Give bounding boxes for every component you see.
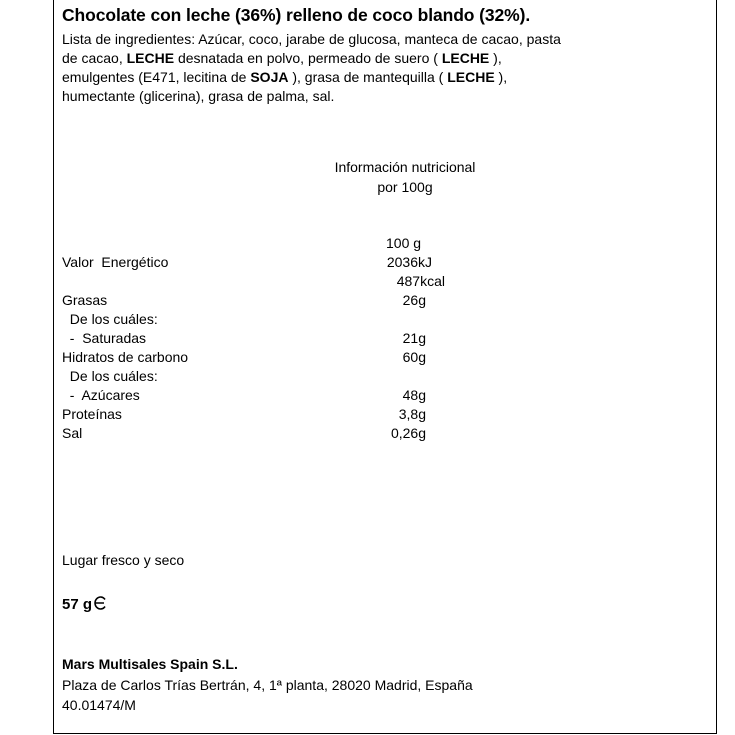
ingredients-line-4: humectante (glicerina), grasa de palma, sal. <box>62 88 335 104</box>
company-name: Mars Multisales Spain S.L. <box>62 656 238 672</box>
ingredients-text: ), <box>489 50 502 66</box>
net-weight <box>62 595 107 615</box>
company-address: Plaza de Carlos Trías Bertrán, 4, 1ª planta, 28020 Madrid, España <box>62 677 473 693</box>
nutrition-row-label: De los cuáles: <box>62 368 158 384</box>
nutrition-row-label: Proteínas <box>62 406 122 422</box>
nutrition-row-label: Grasas <box>62 292 108 308</box>
allergen-soy: SOJA <box>250 69 289 85</box>
nutrition-row-label: Valor Energético <box>62 254 169 270</box>
nutrition-subheader: por 100g <box>377 179 433 195</box>
nutrition-row-label: - Saturadas <box>62 330 147 346</box>
allergen-milk: LECHE <box>126 50 175 66</box>
ingredients-line-1: Lista de ingredientes: Azúcar, coco, jarabe de glucosa, manteca de cacao, pasta <box>62 31 561 47</box>
nutrition-row-value: 26g <box>402 292 426 308</box>
nutrition-row-value: 3,8g <box>398 406 426 422</box>
nutrition-row-label: - Azúcares <box>62 387 140 403</box>
estimated-sign-icon <box>93 595 107 615</box>
nutrition-row-value: 2036kJ <box>386 254 432 270</box>
ingredients-text: de cacao, <box>62 50 127 66</box>
nutrition-row-label: De los cuáles: <box>62 311 158 327</box>
net-weight-value: 57 g <box>62 596 93 613</box>
registry-code: 40.01474/M <box>62 697 136 713</box>
nutrition-row-value: 0,26g <box>390 425 426 441</box>
product-title: Chocolate con leche (36%) relleno de coco blando (32%). <box>62 5 531 25</box>
storage-text: Lugar fresco y seco <box>62 552 185 568</box>
allergen-milk: LECHE <box>447 69 495 85</box>
nutrition-row-value: 21g <box>402 330 426 346</box>
nutrition-row-label: Sal <box>62 425 83 441</box>
ingredients-text: desnatada en polvo, permeado de suero ( <box>174 50 442 66</box>
ingredients-line-2 <box>62 49 502 68</box>
ingredients-line-3 <box>62 68 507 87</box>
ingredients-text: ), grasa de mantequilla ( <box>288 69 448 85</box>
label-frame <box>53 0 717 734</box>
nutrition-row-value: 60g <box>402 349 426 365</box>
ingredients-text: emulgentes (E471, lecitina de <box>62 69 251 85</box>
allergen-milk: LECHE <box>441 50 490 66</box>
nutrition-row-value: 487kcal <box>396 273 445 289</box>
nutrition-row-value: 48g <box>402 387 426 403</box>
nutrition-row-label: Hidratos de carbono <box>62 349 189 365</box>
nutrition-column-header: 100 g <box>386 235 422 251</box>
nutrition-header: Información nutricional <box>334 159 476 175</box>
ingredients-text: ), <box>494 69 508 85</box>
